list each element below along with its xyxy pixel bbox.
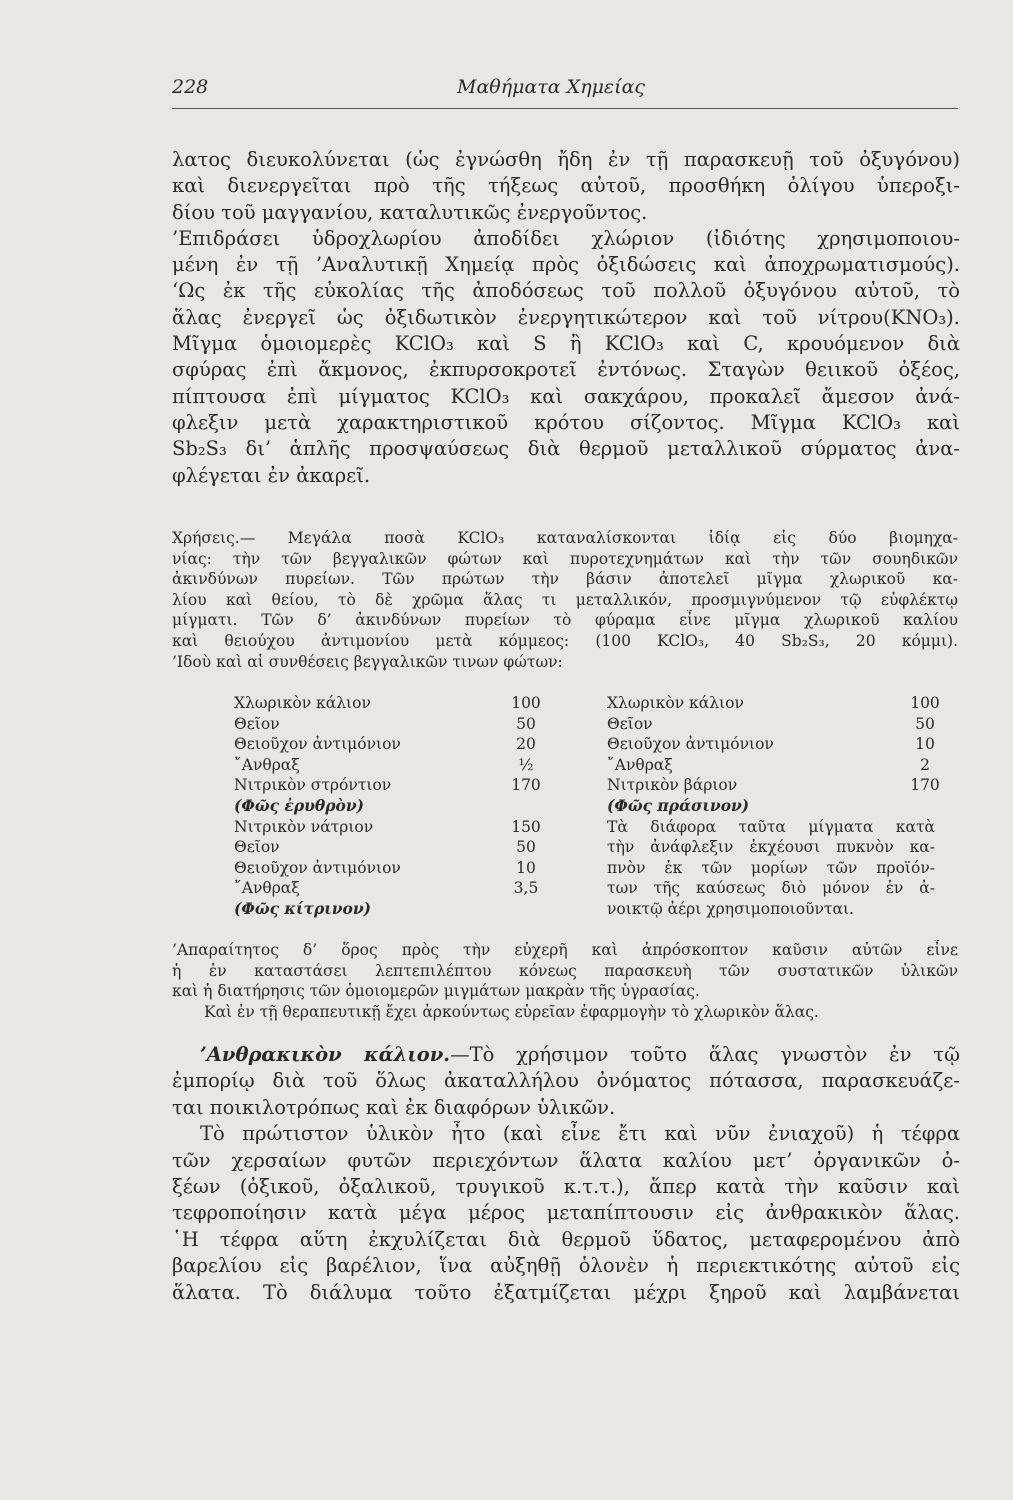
amount: 50 — [516, 838, 536, 857]
main-text — [172, 147, 960, 489]
text-line: μένη ἐν τῇ ’Αναλυτικῇ Χημείᾳ πρὸς ὀξιδώσεις καὶ ἀποχρωματισμούς). — [172, 253, 960, 277]
amount: 170 — [511, 776, 541, 795]
recipe-note — [607, 817, 935, 920]
recipe-row — [234, 775, 541, 796]
page-number: 228 — [172, 76, 209, 98]
amount: 3,5 — [513, 879, 539, 898]
amount: 170 — [910, 776, 940, 795]
text-line: των τῆς καύσεως διὸ μόνον ἐν ἀ- — [607, 879, 935, 898]
text-line: καὶ θειούχου ἀντιμονίου μετὰ κόμμεος: (100 KClO₃, 40 Sb₂S₃, 20 κόμμι). — [172, 631, 958, 650]
text-line: λίου καὶ θείου, τὸ δὲ χρῶμα ἅλας τι μεταλλικόν, προσμιγνύμενον τῷ εὐφλέκτῳ — [172, 590, 958, 609]
text-line: καὶ διενεργεῖται πρὸ τῆς τήξεως αὐτοῦ, προσθήκη ὀλίγου ὑπεροξι- — [172, 174, 960, 198]
text-line: ἐμπορίῳ διὰ τοῦ ὅλως ἀκαταλλήλου ὀνόματος πότασσα, παρασκευάζε- — [172, 1069, 960, 1093]
text-line: ’Επιδράσει ὑδροχλωρίου ἀποδίδει χλώριον (ἰδιότης χρησιμοποιου- — [172, 226, 960, 250]
recipe-row — [607, 714, 937, 735]
amount: 50 — [516, 714, 536, 733]
text-span: —Τὸ χρήσιμον τοῦτο ἅλας γνωστὸν ἐν τῷ — [450, 1043, 960, 1066]
text-line: μίγματι. Τῶν δ’ ἀκινδύνων πυρείων τὸ φύραμα εἶνε μῖγμα χλωρικοῦ καλίου — [172, 611, 958, 630]
recipe-row — [607, 755, 937, 776]
recipe-row — [607, 693, 940, 714]
text-line: Τὰ διάφορα ταῦτα μίγματα κατὰ — [607, 817, 935, 836]
recipe-heading — [234, 796, 534, 817]
text-line: νοικτῷ ἀέρι χρησιμοποιοῦνται. — [607, 899, 854, 918]
ingredient: Νιτρικὸν νάτριον — [234, 817, 374, 836]
amount: 10 — [915, 735, 935, 754]
recipe-row — [234, 817, 541, 838]
text-line: Χρήσεις.— Μεγάλα ποσὰ KClO₃ καταναλίσκονται ἰδίᾳ εἰς δύο βιομηχα- — [172, 529, 958, 547]
text-line: ται ποικιλοτρόπως καὶ ἐκ διαφόρων ὑλικῶν. — [172, 1095, 616, 1119]
ingredient: Θεῖον — [234, 714, 280, 733]
recipe-title: (Φῶς κίτρινον) — [234, 898, 371, 918]
recipe-row — [234, 858, 534, 879]
ingredient: Νιτρικὸν βάριον — [607, 776, 738, 795]
text-line: Μῖγμα ὁμοιομερὲς KClO₃ καὶ S ἢ KClO₃ καὶ C, κρουόμενον διὰ — [172, 332, 960, 356]
recipe-row — [607, 775, 940, 796]
text-line: Καὶ ἐν τῇ θεραπευτικῇ ἔχει ἀρκούντως εὑρεῖαν ἐφαρμογὴν τὸ χλωρικὸν ἅλας. — [204, 1002, 819, 1021]
section-first-line — [172, 1042, 960, 1068]
text-line: ἅλατα. Τὸ διάλυμα τοῦτο ἐξατμίζεται μέχρι ξηροῦ καὶ λαμβάνεται — [172, 1280, 960, 1304]
text-line: σφύρας ἐπὶ ἄκμονος, ἐκπυρσοκροτεῖ ἐντόνως. Σταγὼν θειικοῦ ὀξέος, — [172, 358, 960, 382]
amount: ½ — [518, 755, 534, 774]
text-line: νίας: τὴν τῶν βεγγαλικῶν φώτων καὶ πυροτεχνημάτων καὶ τὴν τῶν σουηδικῶν — [172, 549, 958, 568]
running-title: Μαθήματα Χημείας — [457, 76, 646, 98]
amount: 10 — [516, 858, 536, 877]
ingredient: Θειοῦχον ἀντιμόνιον — [234, 858, 401, 877]
recipe-row — [607, 734, 937, 755]
ingredient: Χλωρικὸν κάλιον — [234, 694, 371, 712]
ingredient: ῎Ανθραξ — [234, 755, 300, 774]
recipe-row — [234, 878, 539, 899]
ingredient: ῎Ανθραξ — [234, 879, 300, 898]
recipe-row — [234, 693, 541, 714]
text-line: ’Απαραίτητος δ’ ὅρος πρὸς τὴν εὐχερῆ καὶ ἀπρόσκοπτον καῦσιν αὐτῶν εἶνε — [172, 941, 958, 959]
text-line: φλέγεται ἐν ἀκαρεῖ. — [172, 463, 371, 487]
ingredient: Νιτρικὸν στρόντιον — [234, 776, 392, 795]
text-line: ’Ιδοὺ καὶ αἱ συνθέσεις βεγγαλικῶν τινων φώτων: — [172, 652, 563, 671]
text-line: ἀκινδύνων πυρείων. Τῶν πρώτων τὴν βάσιν ἀποτελεῖ μῖγμα χλωρικοῦ κα- — [172, 570, 958, 589]
text-line: πνὸν ἐκ τῶν μορίων τῶν προϊόν- — [607, 858, 935, 877]
section-title: ’Ανθρακικὸν κάλιον. — [200, 1043, 451, 1066]
text-line: λατος διευκολύνεται (ὡς ἐγνώσθη ἤδη ἐν τῇ παρασκευῇ τοῦ ὀξυγόνου) — [172, 148, 960, 171]
text-line: ἅλας ἐνεργεῖ ὡς ὀξιδωτικὸν ἐνεργητικώτερον καὶ τοῦ νίτρου(KNO₃). — [172, 305, 960, 329]
recipe-heading — [607, 796, 937, 817]
ingredient: Χλωρικὸν κάλιον — [607, 694, 744, 712]
recipe-row — [234, 755, 534, 776]
ingredient: Θεῖον — [607, 714, 653, 733]
text-line: τεφροποίησιν κατὰ μέγα μέρος μεταπίπτουσιν εἰς ἀνθρακικὸν ἅλας. — [172, 1201, 960, 1225]
section-text — [172, 1042, 960, 1306]
page-header — [172, 72, 958, 112]
text-line: Τὸ πρώτιστον ὑλικὸν ἦτο (καὶ εἶνε ἔτι καὶ νῦν ἐνιαχοῦ) ἡ τέφρα — [200, 1122, 960, 1146]
notes-paragraph — [172, 940, 958, 1022]
text-line: τῶν χερσαίων φυτῶν περιεχόντων ἅλατα καλίου μετ’ ὀργανικῶν ὀ- — [172, 1148, 960, 1172]
recipe-column-left — [234, 693, 541, 920]
text-line: ξέων (ὀξικοῦ, ὀξαλικοῦ, τρυγικοῦ κ.τ.τ.), ἅπερ κατὰ τὴν καῦσιν καὶ — [172, 1174, 960, 1198]
amount: 150 — [511, 817, 541, 836]
text-line: πίπτουσα ἐπὶ μίγματος KClO₃ καὶ σακχάρου, προκαλεῖ ἄμεσον ἀνά- — [172, 384, 960, 408]
text-line: ‘Ως ἐκ τῆς εὐκολίας τῆς ἀποδόσεως τοῦ πολλοῦ ὀξυγόνου αὐτοῦ, τὸ — [172, 279, 960, 303]
recipe-title: (Φῶς ἐρυθρὸν) — [234, 795, 364, 815]
text-line: καὶ ἡ διατήρησις τῶν ὁμοιομερῶν μιγμάτων μακρὰν τῆς ὑγρασίας. — [172, 982, 700, 1001]
ingredient: Θειοῦχον ἀντιμόνιον — [607, 735, 774, 754]
text-line: ῾Η τέφρα αὕτη ἐκχυλίζεται διὰ θερμοῦ ὕδατος, μεταφερομένου ἀπὸ — [172, 1227, 960, 1251]
text-line: δίου τοῦ μαγγανίου, καταλυτικῶς ἐνεργοῦντος. — [172, 200, 648, 224]
amount: 50 — [915, 714, 935, 733]
text-line: ἡ ἐν καταστάσει λεπτεπιλέπτου κόνεως παρασκευὴ τῶν συστατικῶν ὑλικῶν — [172, 961, 958, 980]
ingredient: Θειοῦχον ἀντιμόνιον — [234, 735, 401, 754]
amount: 2 — [920, 755, 930, 774]
text-line: φλεξιν μετὰ χαρακτηριστικοῦ κρότου σίζοντος. Μῖγμα KClO₃ καὶ — [172, 410, 960, 434]
recipe-row — [234, 734, 534, 755]
amount: 20 — [516, 735, 536, 754]
recipe-column-right — [607, 693, 940, 918]
text-line: τὴν ἀνάφλεξιν ἐκχέουσι πυκνὸν κα- — [607, 838, 935, 857]
recipe-row — [234, 714, 534, 735]
recipe-row — [234, 837, 534, 858]
text-line: βαρελίου εἰς βαρέλιον, ἵνα αὐξηθῇ ὁλονὲν ἡ περιεκτικότης αὐτοῦ εἰς — [172, 1254, 960, 1278]
ingredient: Θεῖον — [234, 838, 280, 857]
uses-paragraph — [172, 528, 958, 672]
text-line: Sb₂S₃ δι’ ἁπλῆς προσψαύσεως διὰ θερμοῦ μεταλλικοῦ σύρματος ἀνα- — [172, 437, 960, 461]
amount: 100 — [511, 694, 541, 712]
recipe-title: (Φῶς πράσινον) — [607, 795, 750, 815]
ingredient: ῎Ανθραξ — [607, 755, 673, 774]
amount: 100 — [910, 694, 940, 712]
header-rule — [172, 108, 958, 109]
recipe-heading — [234, 899, 534, 920]
